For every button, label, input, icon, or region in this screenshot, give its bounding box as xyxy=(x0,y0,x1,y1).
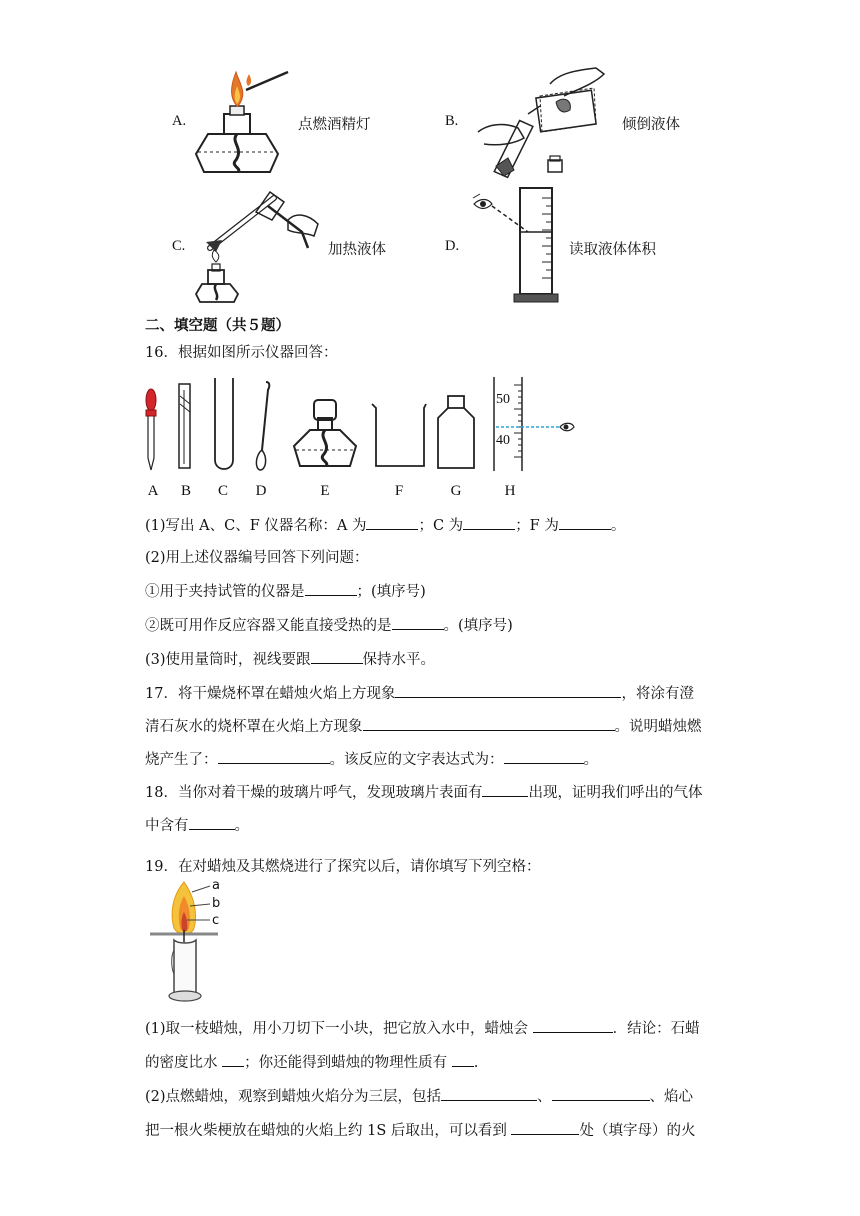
answer-blank[interactable] xyxy=(463,515,515,530)
option-caption: 点燃酒精灯 xyxy=(298,117,371,133)
instrument-label: A xyxy=(147,483,159,499)
answer-blank[interactable] xyxy=(189,815,235,830)
beaker-icon xyxy=(370,402,428,470)
option-letter: B. xyxy=(445,113,459,129)
instrument-label: B xyxy=(180,483,191,499)
answer-blank[interactable] xyxy=(552,1086,650,1101)
option-caption: 读取液体体积 xyxy=(569,242,656,258)
q18-line2: 中含有 。 xyxy=(145,815,249,835)
q19-part1-line2: 的密度比水 ；你还能得到蜡烛的物理性质有 . xyxy=(145,1052,478,1072)
q19-part2-line1: (2)点燃蜡烛，观察到蜡烛火焰分为三层，包括 、 、焰心 xyxy=(145,1086,693,1106)
flame-label-a: a xyxy=(212,878,220,893)
answer-blank[interactable] xyxy=(533,1018,613,1033)
medicine-spoon-icon xyxy=(252,380,274,472)
alcohol-lamp-icon xyxy=(290,398,360,470)
answer-blank[interactable] xyxy=(392,615,444,630)
test-tube-icon xyxy=(212,376,236,472)
answer-blank[interactable] xyxy=(452,1052,474,1067)
instrument-label: H xyxy=(504,483,516,499)
q18-line1: 18．当你对着干燥的玻璃片呼气，发现玻璃片表面有 出现，证明我们呼出的气体 xyxy=(145,782,702,802)
answer-blank[interactable] xyxy=(511,1120,579,1135)
section-title: 二、填空题（共５题） xyxy=(145,318,290,334)
answer-blank[interactable] xyxy=(559,515,611,530)
answer-blank[interactable] xyxy=(218,749,330,764)
option-letter: D. xyxy=(445,238,460,254)
q16-part3: (3)使用量筒时，视线要跟 保持水平。 xyxy=(145,649,435,669)
instrument-label: D xyxy=(255,483,267,499)
answer-blank[interactable] xyxy=(311,649,363,664)
answer-blank[interactable] xyxy=(395,683,621,698)
q16-stem: 16．根据如图所示仪器回答： xyxy=(145,345,338,361)
q19-part2-line2: 把一根火柴梗放在蜡烛的火焰上约 1S 后取出，可以看到 处（填字母）的火 xyxy=(145,1120,695,1140)
answer-blank[interactable] xyxy=(504,749,584,764)
q16-part2: (2)用上述仪器编号回答下列问题： xyxy=(145,550,369,566)
flame-label-b: b xyxy=(212,896,221,911)
option-letter: A. xyxy=(172,113,187,129)
answer-blank[interactable] xyxy=(441,1086,537,1101)
q16-part2b: ②既可用作反应容器又能直接受热的是 。(填序号) xyxy=(145,615,513,635)
q17-line1: 17．将干燥烧杯罩在蜡烛火焰上方现象 ，将涂有澄 xyxy=(145,683,694,703)
q16-part1: (1)写出 A、C、F 仪器名称：A 为 ；C 为 ；F 为 。 xyxy=(145,515,625,535)
option-caption: 加热液体 xyxy=(328,242,386,258)
q19-part1-line1: (1)取一枝蜡烛，用小刀切下一小块，把它放入水中，蜡烛会 ．结论：石蜡 xyxy=(145,1018,700,1038)
answer-blank[interactable] xyxy=(366,515,418,530)
dropper-icon xyxy=(143,388,159,472)
instrument-label: C xyxy=(217,483,228,499)
q17-line3: 烧产生了： 。该反应的文字表达式为： 。 xyxy=(145,749,598,769)
pouring-liquid-figure xyxy=(468,66,608,178)
instrument-label: E xyxy=(320,483,330,499)
flame-label-c: c xyxy=(212,913,220,928)
answer-blank[interactable] xyxy=(363,716,615,731)
instrument-label: G xyxy=(450,483,462,499)
q16-part2a: ①用于夹持试管的仪器是 ；(填序号) xyxy=(145,581,426,601)
cylinder-scale-label: 50 xyxy=(496,392,510,407)
answer-blank[interactable] xyxy=(305,581,357,596)
option-letter: C. xyxy=(172,238,186,254)
cylinder-scale-label: 40 xyxy=(496,433,510,448)
test-tube-holder-icon xyxy=(176,382,194,470)
answer-blank[interactable] xyxy=(222,1052,244,1067)
graduated-cylinder-icon xyxy=(490,375,580,473)
option-caption: 倾倒液体 xyxy=(622,117,680,133)
instrument-label: F xyxy=(394,483,404,499)
answer-blank[interactable] xyxy=(482,782,528,797)
heating-liquid-figure xyxy=(192,190,322,302)
reagent-bottle-icon xyxy=(434,394,478,470)
q19-stem: 19．在对蜡烛及其燃烧进行了探究以后，请你填写下列空格： xyxy=(145,859,541,875)
alcohol-lamp-lighting-figure xyxy=(190,68,290,178)
q17-line2: 清石灰水的烧杯罩在火焰上方现象 。说明蜡烛燃 xyxy=(145,716,702,736)
reading-cylinder-figure xyxy=(470,186,560,304)
